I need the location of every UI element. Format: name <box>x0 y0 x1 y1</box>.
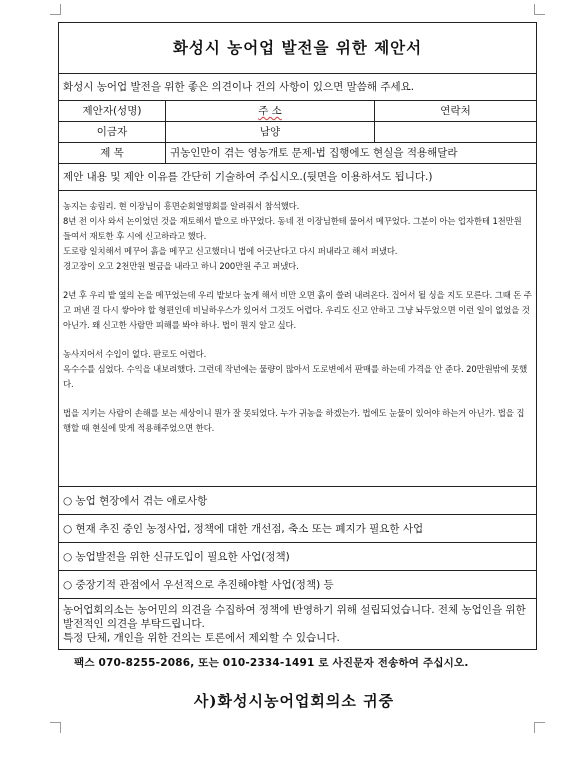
signature: 사)화성시농어업회의소 귀중 <box>193 692 395 710</box>
proposer-name[interactable]: 이금자 <box>59 122 166 143</box>
subject-label: 제 목 <box>59 143 166 164</box>
address-label-text: 주 소 <box>258 105 282 117</box>
page-corner-mark <box>50 722 61 733</box>
fax-instruction: 팩스 070-8255-2086, 또는 010-2334-1491 로 사진문자 전송하여 주십시오. <box>74 657 469 669</box>
proposer-label: 제안자(성명) <box>59 101 166 122</box>
page-corner-mark <box>50 4 61 15</box>
address-label <box>166 101 375 122</box>
intro-text: 화성시 농어업 발전을 위한 좋은 의견이나 건의 사항이 있으면 말씀해 주세요. <box>59 74 537 101</box>
content-paragraph: 법을 지키는 사람이 손해를 보는 세상이니 뭔가 잘 못되었다. 누가 귀농을 하겠는가. 법에도 눈물이 있어야 하는거 아닌가. 법을 집행할 때 현실에 맞게 적용해주었으면 한다. <box>63 408 525 433</box>
proposal-content[interactable] <box>59 191 537 487</box>
address-value[interactable]: 남양 <box>166 122 375 143</box>
option-item: ○ 중장기적 관점에서 우선적으로 추진해야할 사업(정책) 등 <box>59 571 537 599</box>
page-corner-mark <box>534 722 545 733</box>
page-corner-mark <box>534 4 545 15</box>
option-item: ○ 농업 현장에서 겪는 애로사항 <box>59 487 537 515</box>
content-paragraph: 2년 후 우리 밭 옆의 논을 메꾸었는데 우리 밭보다 높게 해서 비만 오면 흙이 쓸려 내려온다. 집어서 될 싱을 지도 모른다. 그때 돈 주고 퍼낸 걸 다시 쌓아야 할 형편인데 비닐하우스가 있어서 그것도 어렵다. 우리도 신고 안하고 그냥 놔두었으면 이런 일이 없었을 것 아닌가. 왜 신고한 사람만 피해를 봐야 하나. 법이 뭔지 알고 싶다. <box>63 290 532 330</box>
proposal-form <box>58 22 537 650</box>
option-item: ○ 현재 추진 중인 농정사업, 정책에 대한 개선점, 축소 또는 폐지가 필요한 사업 <box>59 515 537 543</box>
subject-value[interactable]: 귀농인만이 겪는 영농개토 문제-법 집행에도 현실을 적용해달라 <box>166 143 537 164</box>
content-request: 제안 내용 및 제안 이유를 간단히 기술하여 주십시오.(뒷면을 이용하셔도 됩니다.) <box>59 164 537 191</box>
content-paragraph: 농사지어서 수입이 없다. 판로도 어렵다. 옥수수를 심었다. 수익을 내보려했다. 그런데 작년에는 물량이 많아서 도로변에서 판매를 하는데 가격을 안 준다. 20만원밖에 못했다. <box>63 349 528 389</box>
form-title: 화성시 농어업 발전을 위한 제안서 <box>59 23 537 74</box>
contact-value[interactable] <box>375 122 537 143</box>
contact-label: 연락처 <box>375 101 537 122</box>
content-paragraph: 농지는 송림리. 현 이장님이 흥면순회열명회를 알려줘서 참석했다. 8년 전 이사 와서 논이었던 것을 재토해서 밭으로 바꾸었다. 동네 전 이장님한테 물어서 메꾸었다. 그분이 아는 업자한테 1천만원 들여서 재토한 후 시에 신고하라고 했다. 도로랑 일치해서 메꾸어 흙을 메꾸고 신고했더니 법에 어긋난다고 다시 퍼내라고 해서 퍼냈다. 경고장이 오고 2천만원 벌금을 내라고 하니 200만원 주고 퍼냈다. <box>63 201 522 271</box>
option-item: ○ 농업발전을 위한 신규도입이 필요한 사업(정책) <box>59 543 537 571</box>
footer-note: 농어업회의소는 농어민의 의견을 수집하여 정책에 반영하기 위해 설립되었습니다. 전체 농업인을 위한 발전적인 의견을 부탁드립니다. 특정 단체, 개인을 위한 건의는 토론에서 제외할 수 있습니다. <box>59 599 537 650</box>
